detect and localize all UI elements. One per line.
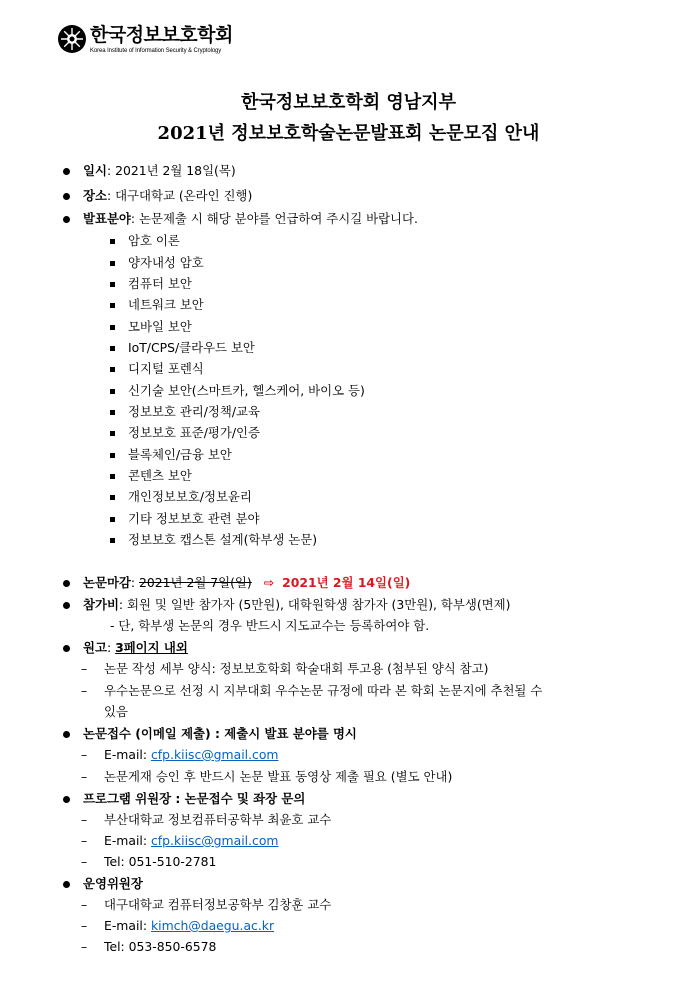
venue-label: 장소: [83, 188, 107, 203]
dash-bullet: –: [81, 854, 88, 869]
heading-line1: 한국정보보호학회 영남지부: [241, 92, 456, 113]
fields-label: 발표분야: [83, 211, 131, 226]
fee-value: : 회원 및 일반 참가자 (5만원), 대학원학생 참가자 (3만원), 학부생(면제): [118, 597, 511, 612]
square-bullet: [110, 367, 115, 372]
dash-bullet: –: [81, 683, 88, 698]
email-label: E-mail:: [104, 918, 151, 933]
program-chair-email-link[interactable]: cfp.kiisc@gmail.com: [150, 833, 279, 848]
date-value: : 2021년 2월 18일(목): [106, 163, 236, 178]
square-bullet: [110, 538, 115, 543]
heading-line2: 2021년 정보보호학술논문발표회 논문모집 안내: [157, 123, 540, 144]
bullet-dot: [63, 168, 70, 175]
email-label: E-mail:: [104, 747, 151, 762]
field-item: 신기술 보안(스마트카, 헬스케어, 바이오 등): [128, 383, 365, 398]
field-item: 정보보호 캡스톤 설계(학부생 논문): [128, 532, 318, 547]
society-logo: [57, 24, 233, 55]
program-chair-name: 부산대학교 정보컴퓨터공학부 최윤호 교수: [104, 812, 332, 827]
field-item: IoT/CPS/클라우드 보안: [128, 340, 255, 355]
program-chair-tel: Tel: 051-510-2781: [104, 854, 217, 869]
program-chair-email-line: [104, 832, 278, 850]
bullet-dot: [63, 193, 70, 200]
bullet-dot: [63, 580, 70, 587]
deadline-line: [83, 574, 410, 592]
bullet-dot: [63, 796, 70, 803]
manuscript-value: 3페이지 내외: [115, 640, 188, 655]
square-bullet: [110, 325, 115, 330]
dash-bullet: –: [81, 812, 88, 827]
square-bullet: [110, 239, 115, 244]
square-bullet: [110, 346, 115, 351]
arrow-right-icon: ⇨: [263, 575, 275, 590]
society-emblem-icon: [57, 24, 87, 54]
bullet-dot: [63, 881, 70, 888]
date-label: 일시: [83, 163, 107, 178]
square-bullet: [110, 431, 115, 436]
bullet-dot: [63, 645, 70, 652]
square-bullet: [110, 389, 115, 394]
field-item: 블록체인/금융 보안: [128, 447, 232, 462]
fee-note: - 단, 학부생 논문의 경우 반드시 지도교수는 등록하여야 함.: [110, 618, 430, 633]
field-item: 컴퓨터 보안: [128, 276, 192, 291]
square-bullet: [110, 261, 115, 266]
square-bullet: [110, 303, 115, 308]
field-item: 양자내성 암호: [128, 255, 204, 270]
fields-value: : 논문제출 시 해당 분야를 언급하여 주시길 바랍니다.: [130, 211, 418, 226]
submission-email-link[interactable]: cfp.kiisc@gmail.com: [150, 747, 279, 762]
org-chair-tel: Tel: 053-850-6578: [104, 939, 217, 954]
manuscript-colon: :: [106, 640, 116, 655]
field-item: 개인정보보호/정보윤리: [128, 489, 252, 504]
square-bullet: [110, 453, 115, 458]
dash-bullet: –: [81, 897, 88, 912]
field-item: 암호 이론: [128, 233, 180, 248]
logo-title: 한국정보보호학회: [90, 24, 233, 46]
bullet-dot: [63, 216, 70, 223]
field-item: 정보보호 관리/정책/교육: [128, 404, 260, 419]
dash-bullet: –: [81, 769, 88, 784]
field-item: 모바일 보안: [128, 319, 192, 334]
square-bullet: [110, 282, 115, 287]
manuscript-item: 우수논문으로 선정 시 지부대회 우수논문 규정에 따라 본 학회 논문지에 추천될 수: [104, 683, 543, 698]
field-item: 기타 정보보호 관련 분야: [128, 511, 260, 526]
date-line: [83, 162, 236, 180]
submission-email-line: [104, 746, 278, 764]
fee-line: [83, 596, 510, 614]
field-item: 네트워크 보안: [128, 297, 204, 312]
bullet-dot: [63, 602, 70, 609]
manuscript-label: 원고: [83, 640, 107, 655]
manuscript-item: 있음: [104, 704, 128, 719]
manuscript-line: [83, 639, 188, 657]
field-item: 디지털 포렌식: [128, 361, 204, 376]
square-bullet: [110, 410, 115, 415]
org-chair-email-link[interactable]: kimch@daegu.ac.kr: [150, 918, 275, 933]
deadline-label: 논문마감: [83, 575, 131, 590]
dash-bullet: –: [81, 939, 88, 954]
email-label: E-mail:: [104, 833, 151, 848]
dash-bullet: –: [81, 833, 88, 848]
bullet-dot: [63, 731, 70, 738]
org-chair-name: 대구대학교 컴퓨터정보공학부 김창훈 교수: [104, 897, 332, 912]
logo-subtitle: Korea Institute of Information Security & Cryptology: [90, 48, 222, 54]
square-bullet: [110, 474, 115, 479]
dash-bullet: –: [81, 747, 88, 762]
field-item: 콘텐츠 보안: [128, 468, 192, 483]
deadline-colon: :: [130, 575, 140, 590]
field-item: 정보보호 표준/평가/인증: [128, 425, 260, 440]
fee-label: 참가비: [83, 597, 119, 612]
submission-heading: 논문접수 (이메일 제출) : 제출시 발표 분야를 명시: [83, 726, 357, 741]
manuscript-item: 논문 작성 세부 양식: 정보보호학회 학술대회 투고용 (첨부된 양식 참고): [104, 661, 489, 676]
deadline-new: 2021년 2월 14일(일): [282, 575, 411, 590]
venue-value: : 대구대학교 (온라인 진행): [106, 188, 253, 203]
dash-bullet: –: [81, 918, 88, 933]
org-chair-heading: 운영위원장: [83, 876, 143, 891]
deadline-old: 2021년 2월 7일(일): [139, 575, 252, 590]
program-chair-heading: 프로그램 위원장 : 논문접수 및 좌장 문의: [83, 791, 306, 806]
square-bullet: [110, 495, 115, 500]
submission-note: 논문게재 승인 후 반드시 논문 발표 동영상 제출 필요 (별도 안내): [104, 769, 453, 784]
org-chair-email-line: [104, 917, 274, 935]
square-bullet: [110, 517, 115, 522]
dash-bullet: –: [81, 661, 88, 676]
fields-line: [83, 210, 418, 228]
venue-line: [83, 187, 252, 205]
